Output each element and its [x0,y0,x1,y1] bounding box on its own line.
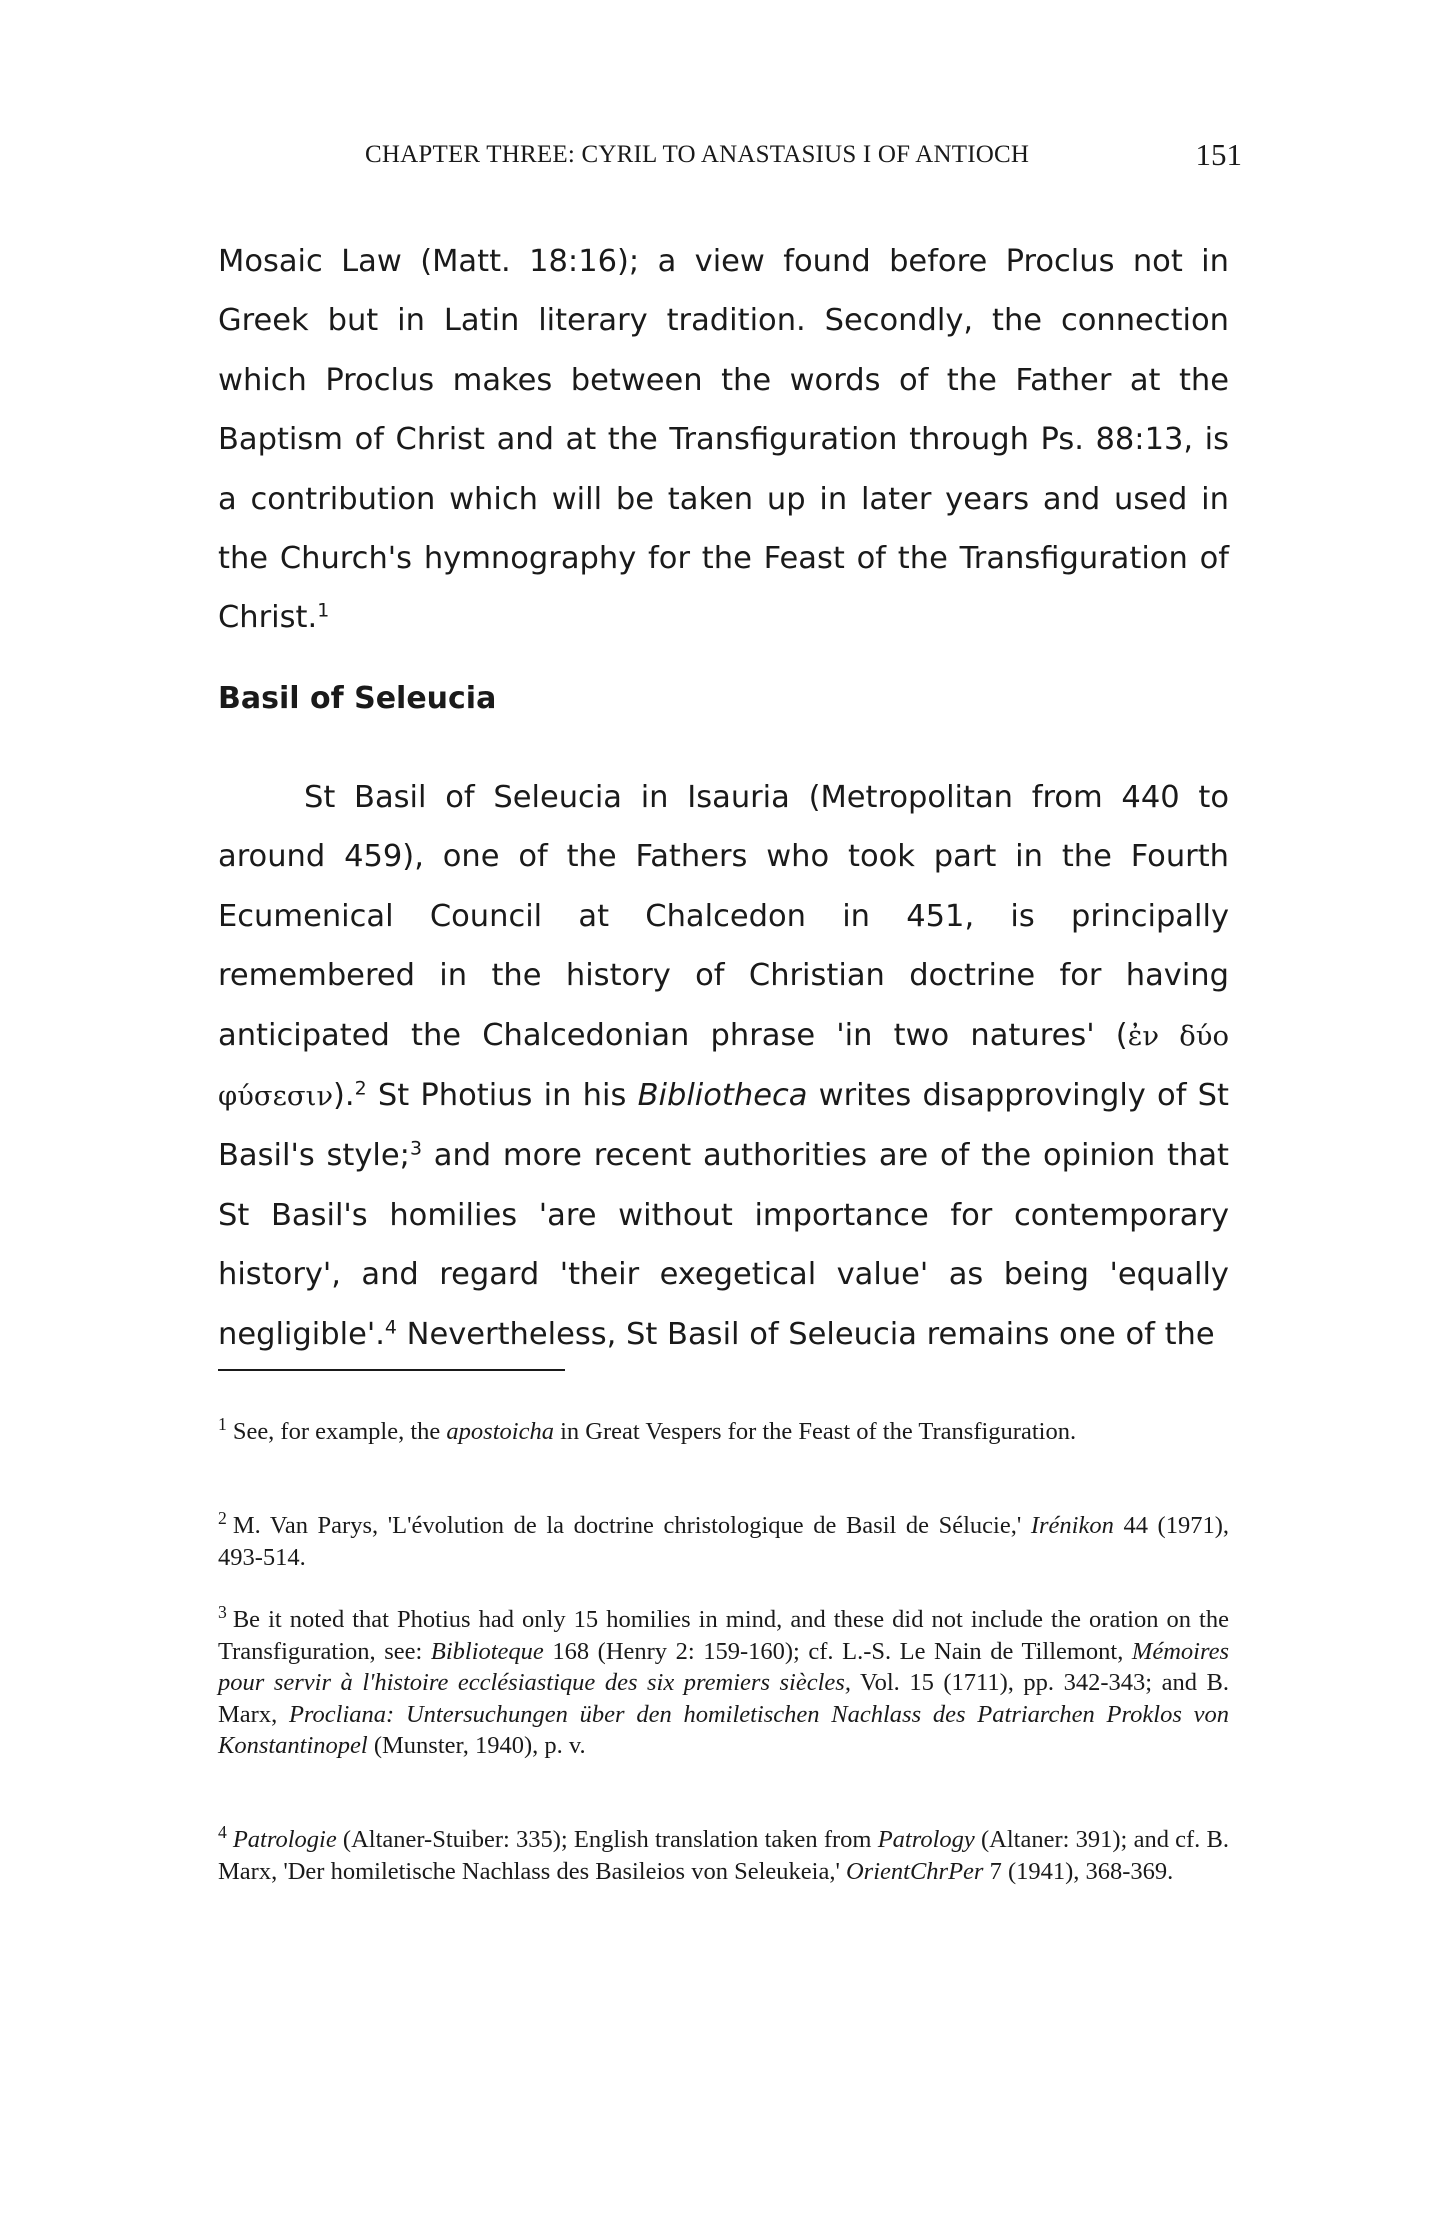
footnote-ref-1[interactable]: 1 [317,600,330,623]
paragraph-text: St Photius in his [366,1078,638,1114]
body-paragraph-1 [218,232,1229,648]
paragraph-text: Nevertheless, St Basil of Seleucia remains one of the [396,1316,1215,1352]
footnote-italic: Patrologie [232,1826,337,1853]
footnote-ref-3[interactable]: 3 [409,1138,422,1161]
footnote-ref-2[interactable]: 2 [354,1077,367,1100]
footnote-number: 2 [218,1508,227,1529]
footnote-2 [218,1510,1229,1573]
page-header [365,137,1242,177]
paragraph-text: Mosaic Law (Matt. 18:16); a view found before Proclus not in Greek but in Latin literary tradition. Secondly, the connection which Proclus makes between the words of the Father at the Baptism of Christ and at the Transfiguration through Ps. 88:13, is a contribution which will be taken up in later years and used in the Church's hymnography for the Feast of the Transfiguration of Christ. [218,244,1229,636]
italic-title: Bibliotheca [637,1078,808,1114]
page-number: 151 [1195,137,1242,172]
footnote-divider [218,1369,565,1371]
footnote-italic: Procliana: Untersuchungen über den homiletischen Nachlass des Patriarchen Proklos von Konstantinopel [218,1700,1229,1759]
footnote-text: 7 (1941), 368-369. [983,1857,1174,1885]
footnote-4 [218,1824,1229,1887]
footnote-text: in Great Vespers for the Feast of the Transfiguration. [553,1418,1077,1445]
paragraph-text: St Basil of Seleucia in Isauria (Metropolitan from 440 to around 459), one of the Fathers who took part in the Fourth Ecumenical Council at Chalcedon in 451, is principally remembered in the history of Christian doctrine for having anticipated the Chalcedonian phrase 'in two natures' ( [218,780,1229,1053]
footnote-italic: Patrology [877,1826,975,1853]
paragraph-text: and more recent authorities are of the opinion that St Basil's homilies 'are without importance for contemporary history', and regard 'their exegetical value' as being 'equally negligible'. [218,1138,1229,1352]
footnote-text: (Altaner: 391); and cf. B. Marx, 'Der homiletische Nachlass des Basileios von Seleukeia,' [218,1826,1229,1885]
footnote-3 [218,1604,1229,1762]
footnote-1 [218,1416,1229,1448]
footnote-text: 44 (1971), 493-514. [218,1512,1229,1571]
footnote-italic: Mémoires pour servir à l'histoire ecclésiastique des six premiers siècles, [218,1637,1229,1696]
footnote-italic: apostoicha [446,1418,554,1445]
greek-phrase: ἐν δύο φύσεσιν [218,1020,1230,1113]
footnote-italic: Irénikon [1030,1512,1114,1539]
footnote-italic: Biblioteque [430,1637,544,1665]
footnote-text: M. Van Parys, 'L'évolution de la doctrine christologique de Basil de Sélucie,' [232,1512,1031,1539]
running-head: CHAPTER THREE: CYRIL TO ANASTASIUS I OF ANTIOCH [365,141,1030,168]
footnote-text: Be it noted that Photius had only 15 homilies in mind, and these did not include the oration on the Transfiguration, see: [218,1606,1229,1665]
paragraph-text: ). [333,1078,355,1114]
footnote-ref-4[interactable]: 4 [384,1316,397,1339]
footnote-number: 1 [218,1414,227,1435]
footnote-text: Vol. 15 (1711), pp. 342-343; and B. Marx, [218,1669,1229,1728]
footnote-text: (Altaner-Stuiber: 335); English translation taken from [336,1826,878,1853]
footnote-number: 4 [218,1822,227,1843]
footnote-italic: OrientChrPer [845,1857,984,1885]
paragraph-text: writes disapprovingly of St Basil's style; [218,1078,1229,1174]
section-heading: Basil of Seleucia [218,681,497,716]
footnote-text: See, for example, the [232,1418,447,1445]
body-paragraph-2 [218,768,1229,1364]
footnote-text: 168 (Henry 2: 159-160); cf. L.-S. Le Nain de Tillemont, [543,1637,1132,1665]
footnote-number: 3 [218,1602,227,1623]
footnote-text: (Munster, 1940), p. v. [367,1732,586,1759]
